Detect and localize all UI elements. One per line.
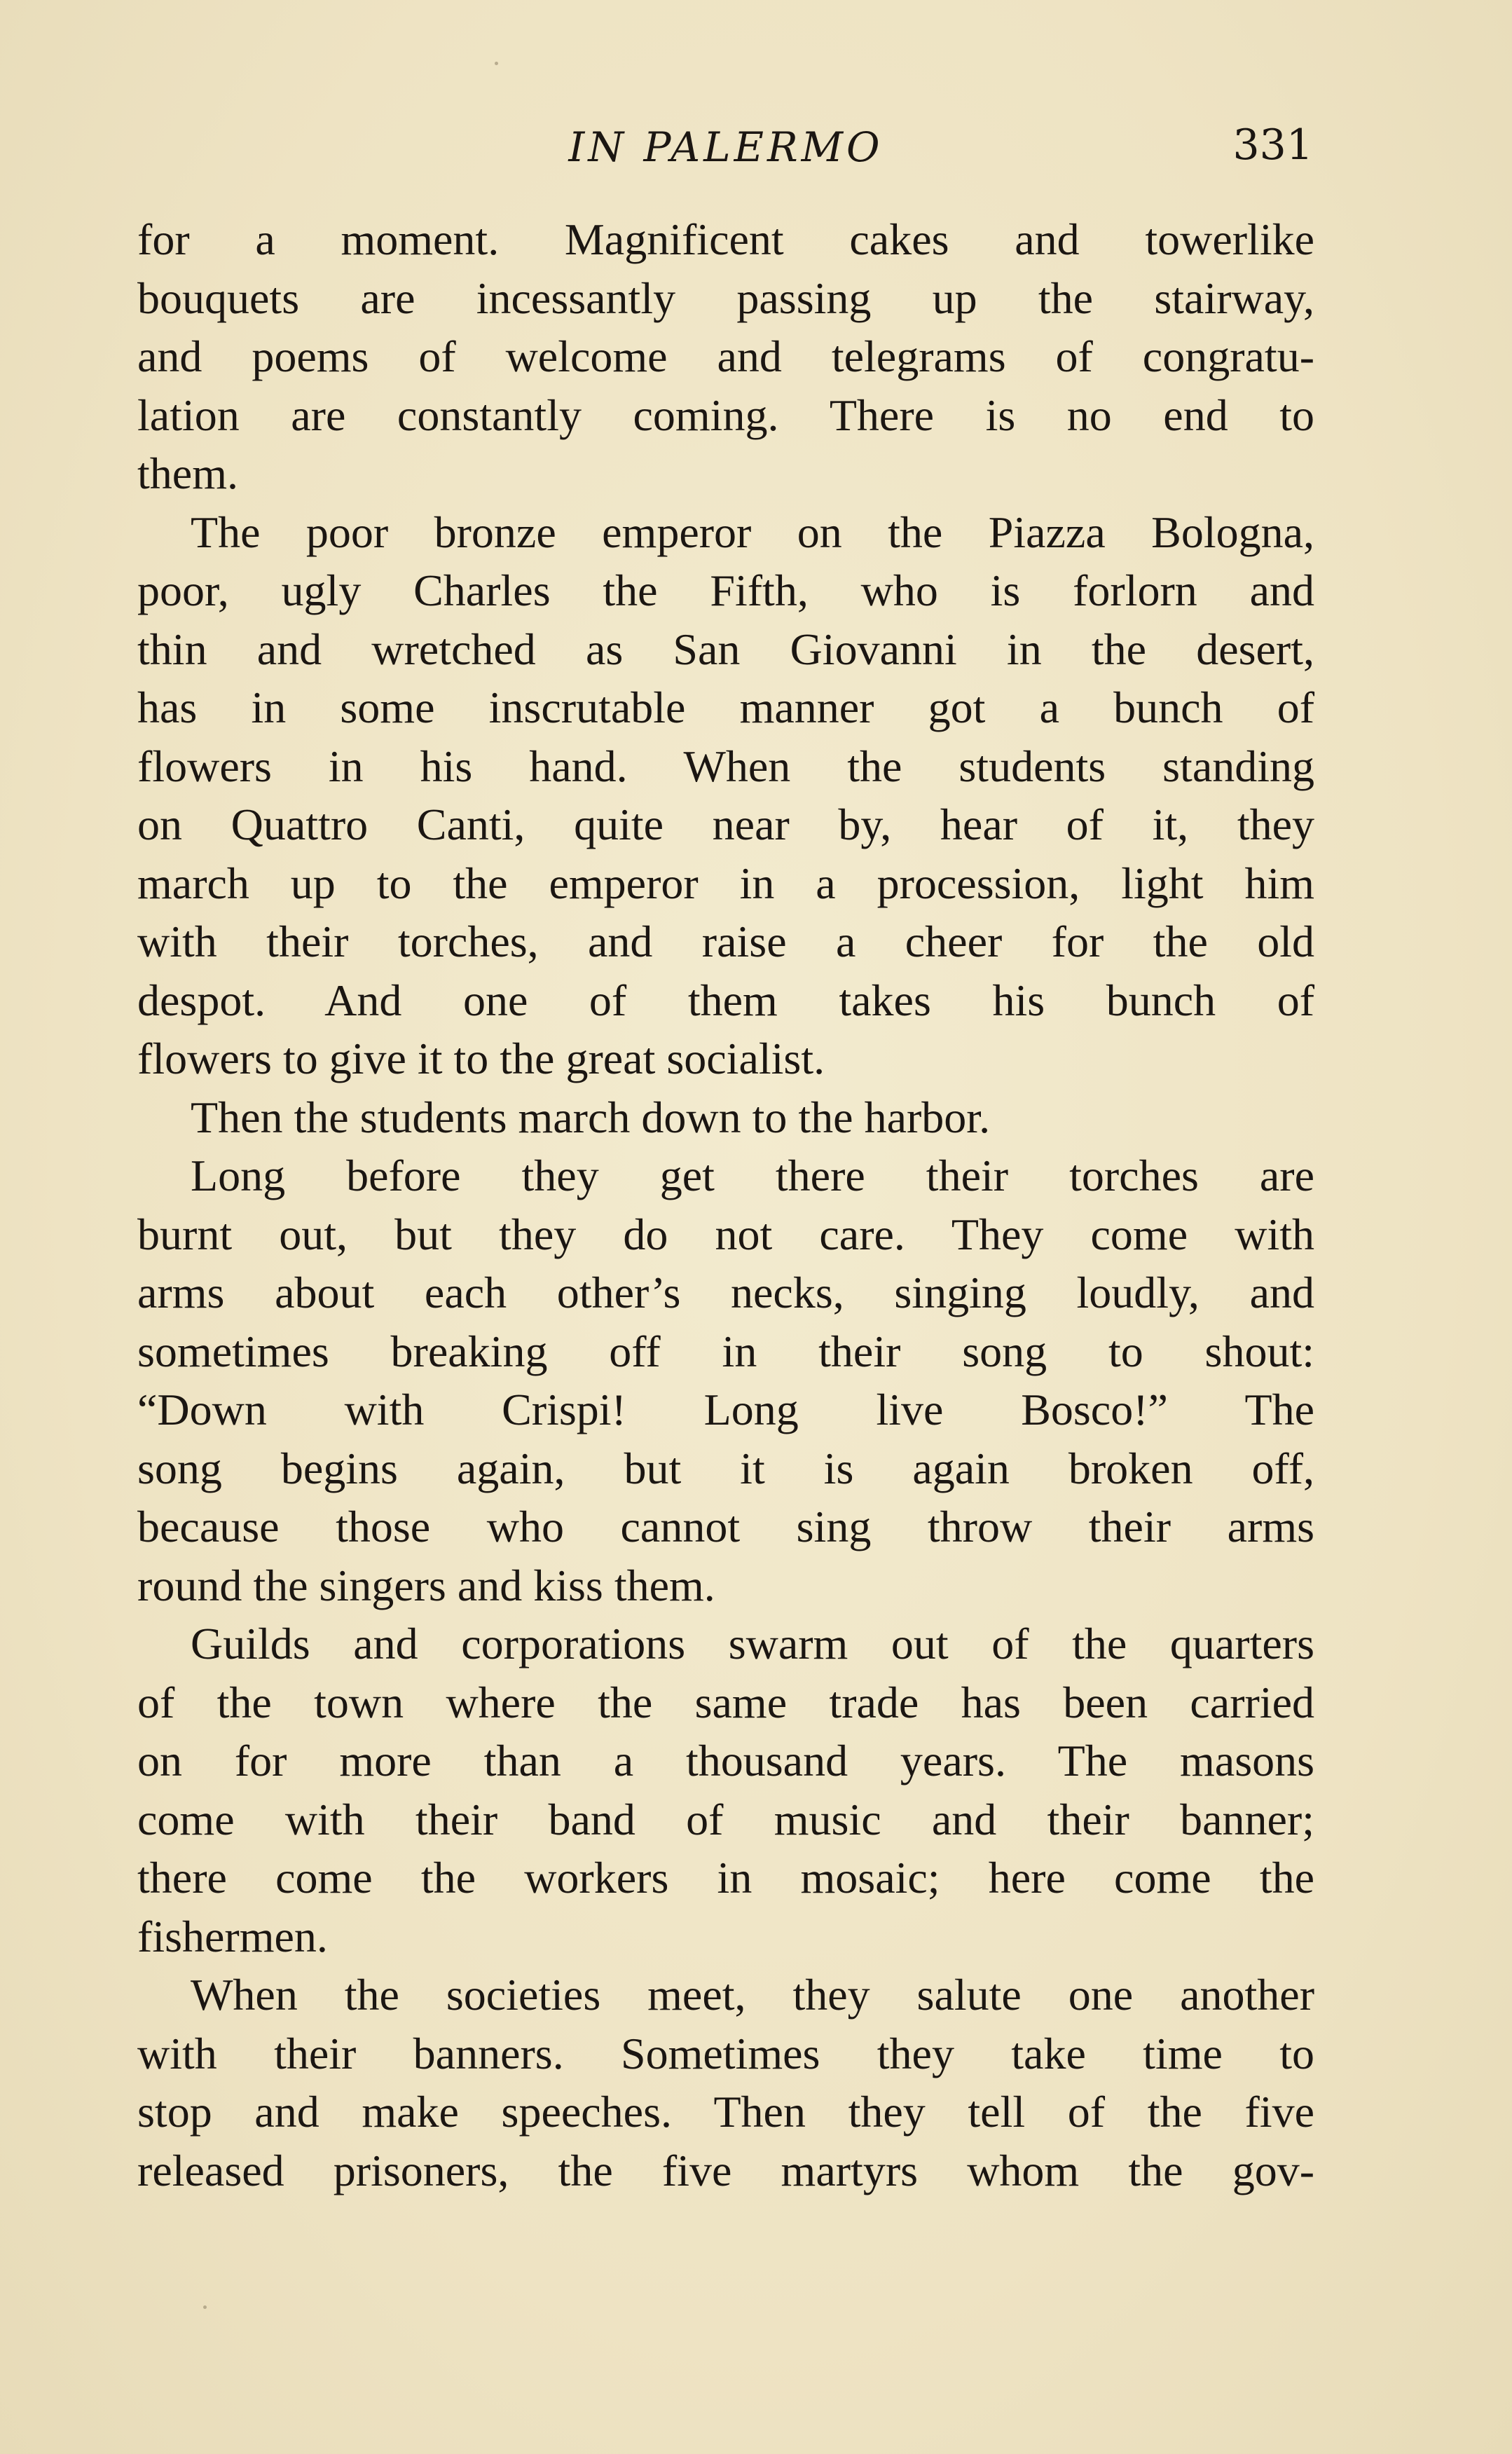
text-line: come with their band of music and their banner;: [137, 1794, 1314, 1844]
text-line: lation are constantly coming. There is no end to: [137, 390, 1314, 440]
paragraph: [137, 210, 1314, 503]
text-line: on Quattro Canti, quite near by, hear of it, they: [137, 800, 1314, 849]
paragraph: [137, 503, 1314, 1088]
text-line: The poor bronze emperor on the Piazza Bologna,: [191, 507, 1314, 557]
text-line: with their banners. Sometimes they take time to: [137, 2028, 1314, 2078]
text-line: on for more than a thousand years. The masons: [137, 1736, 1314, 1785]
body-text: [137, 210, 1314, 2200]
text-line: because those who cannot sing throw their arms: [137, 1502, 1314, 1551]
text-line: there come the workers in mosaic; here come the: [137, 1853, 1314, 1903]
paragraph: [137, 1615, 1314, 1966]
paper-speck: [203, 2305, 207, 2309]
text-line: fishermen.: [137, 1911, 328, 1961]
text-line: flowers to give it to the great socialist.: [137, 1034, 825, 1083]
text-line: and poems of welcome and telegrams of congratu-: [137, 331, 1314, 381]
text-line: sometimes breaking off in their song to shout:: [137, 1326, 1314, 1376]
text-line: with their torches, and raise a cheer for the old: [137, 917, 1314, 966]
text-line: them.: [137, 448, 238, 498]
text-line: “Down with Crispi! Long live Bosco!” The: [137, 1385, 1314, 1434]
text-line: thin and wretched as San Giovanni in the desert,: [137, 624, 1314, 674]
paragraph: [137, 1146, 1314, 1615]
paragraph: [137, 1966, 1314, 2200]
text-line: Long before they get there their torches are: [191, 1151, 1314, 1200]
text-line: When the societies meet, they salute one another: [191, 1970, 1314, 2020]
text-line: bouquets are incessantly passing up the stairway,: [137, 273, 1314, 323]
page-number: 331: [1232, 121, 1313, 170]
text-line: for a moment. Magnificent cakes and towerlike: [137, 214, 1314, 264]
text-line: poor, ugly Charles the Fifth, who is forlorn and: [137, 565, 1314, 615]
text-line: released prisoners, the five martyrs whom the gov-: [137, 2145, 1314, 2195]
text-line: song begins again, but it is again broken off,: [137, 1443, 1314, 1493]
text-line: march up to the emperor in a procession, light him: [137, 858, 1314, 908]
text-line: arms about each other’s necks, singing loudly, and: [137, 1268, 1314, 1317]
paragraph: [137, 1088, 1314, 1147]
paper-speck: [495, 62, 498, 65]
text-line: stop and make speeches. Then they tell of the five: [137, 2087, 1314, 2137]
text-line: round the singers and kiss them.: [137, 1560, 715, 1610]
text-line: Then the students march down to the harbor.: [191, 1092, 991, 1142]
text-line: of the town where the same trade has been carried: [137, 1677, 1314, 1727]
text-line: flowers in his hand. When the students standing: [137, 741, 1314, 791]
text-line: has in some inscrutable manner got a bunch of: [137, 683, 1314, 732]
running-head: IN PALERMO: [568, 123, 884, 171]
text-line: burnt out, but they do not care. They come with: [137, 1209, 1314, 1259]
text-line: Guilds and corporations swarm out of the quarters: [191, 1619, 1314, 1668]
page-header: [137, 118, 1314, 181]
text-line: despot. And one of them takes his bunch of: [137, 975, 1314, 1025]
